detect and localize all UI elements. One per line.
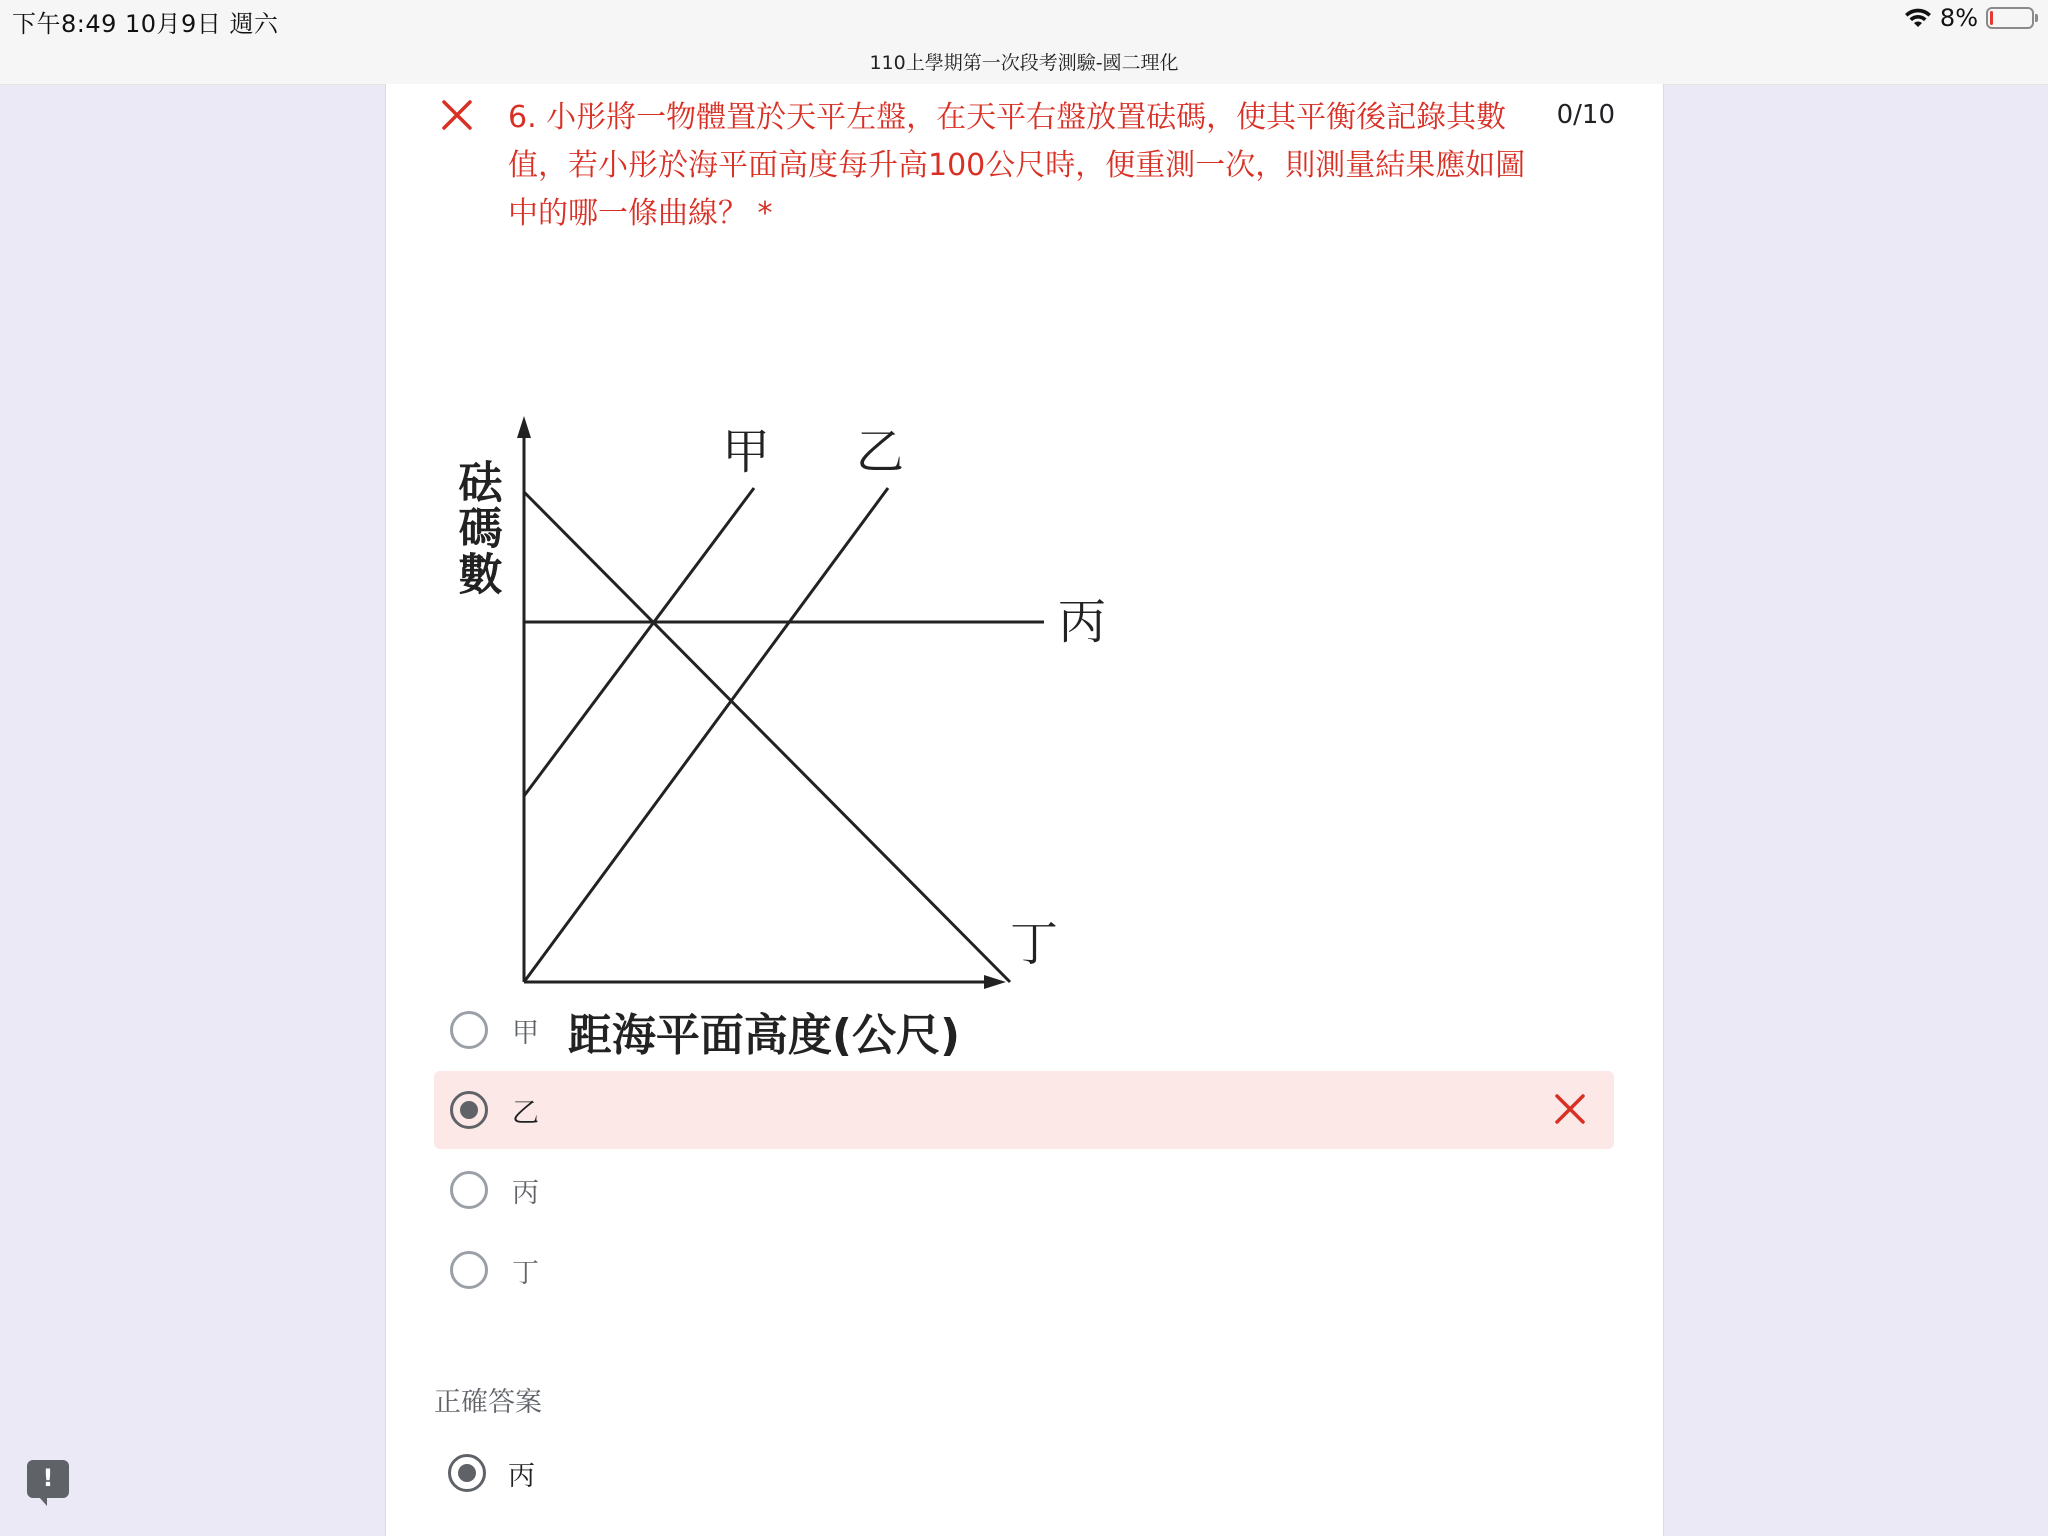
radio-button[interactable] bbox=[450, 1011, 488, 1049]
battery-level bbox=[1990, 11, 1993, 25]
line-yi bbox=[524, 488, 888, 982]
battery-icon bbox=[1986, 7, 2034, 29]
question-figure bbox=[434, 318, 1154, 1078]
correct-answer-heading: 正確答案 bbox=[434, 1387, 542, 1418]
option-label: 乙 bbox=[512, 1097, 539, 1129]
line-ding bbox=[524, 492, 1010, 982]
battery-percent: 8% bbox=[1939, 4, 1978, 32]
question-card bbox=[385, 84, 1664, 1536]
y-axis-arrow bbox=[517, 416, 531, 438]
radio-button-checked bbox=[448, 1454, 486, 1492]
radio-button[interactable] bbox=[450, 1171, 488, 1209]
radio-button[interactable] bbox=[450, 1251, 488, 1289]
status-indicators bbox=[1904, 4, 2034, 32]
correct-answer-label: 丙 bbox=[508, 1460, 535, 1492]
option-label: 甲 bbox=[512, 1017, 539, 1049]
x-axis-arrow bbox=[984, 975, 1006, 989]
x-axis-label: 距海平面高度(公尺) bbox=[567, 1010, 961, 1061]
page-title: 110上學期第一次段考測驗-國二理化 bbox=[869, 52, 1179, 74]
option-bing[interactable] bbox=[434, 1151, 1614, 1229]
correct-answer-option bbox=[434, 1434, 535, 1512]
line-jia bbox=[524, 488, 754, 796]
option-label: 丙 bbox=[512, 1177, 539, 1209]
status-time: 下午8:49 10月9日 週六 bbox=[12, 10, 279, 38]
y-axis-label: 砝碼數 bbox=[450, 459, 502, 597]
option-jia[interactable] bbox=[434, 991, 1614, 1069]
option-label: 丁 bbox=[512, 1257, 539, 1289]
option-yi[interactable] bbox=[434, 1071, 1614, 1149]
question-score: 0/10 bbox=[1556, 100, 1615, 130]
question-title: 6. 小彤將一物體置於天平左盤，在天平右盤放置砝碼，使其平衡後記錄其數值，若小彤於海平面高度每升高100公尺時，便重測一次，則測量結果應如圖中的哪一條曲線？ * bbox=[508, 100, 1526, 231]
label-yi: 乙 bbox=[855, 424, 905, 480]
wifi-icon bbox=[1904, 7, 1932, 29]
status-bar bbox=[0, 0, 2048, 85]
close-icon bbox=[440, 98, 474, 136]
option-ding[interactable] bbox=[434, 1231, 1614, 1309]
label-jia: 甲 bbox=[721, 424, 771, 480]
label-bing: 丙 bbox=[1057, 594, 1107, 650]
radio-button-checked[interactable] bbox=[450, 1091, 488, 1129]
report-icon[interactable]: ! bbox=[27, 1460, 69, 1498]
label-ding: 丁 bbox=[1009, 916, 1059, 972]
close-icon bbox=[1552, 1091, 1588, 1131]
